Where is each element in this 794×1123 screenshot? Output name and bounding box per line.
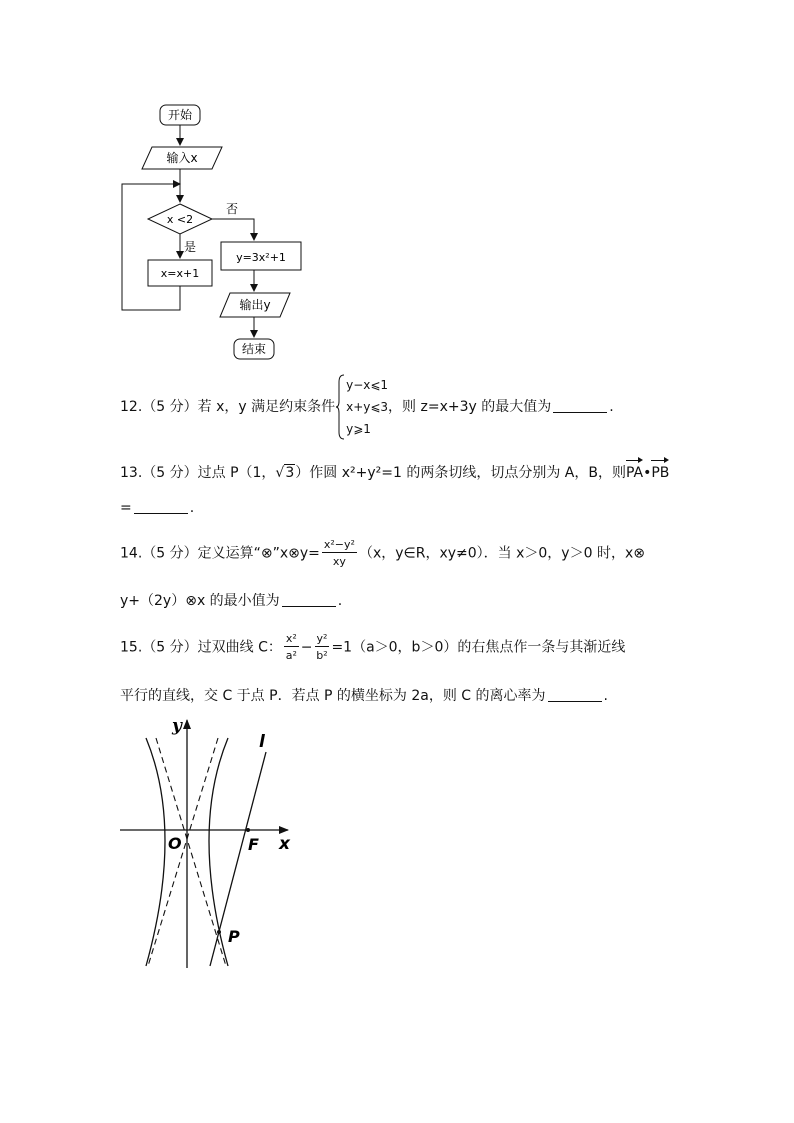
answer-blank-13[interactable]: [134, 499, 188, 514]
vector-pb: PB: [651, 465, 670, 481]
q14-prefix: 14.（5 分）定义运算“⊗”x⊗y=: [120, 545, 320, 562]
origin-label: O: [168, 834, 182, 853]
hyperbola-graph: [0, 715, 794, 975]
no-label: 否: [226, 202, 239, 216]
end-label: 结束: [241, 342, 267, 356]
question-13-line2: = .: [120, 500, 195, 516]
sqrt-three: 3: [285, 465, 295, 481]
q15-prefix: 15.（5 分）过双曲线 C：: [120, 639, 282, 656]
question-12: 12.（5 分）若 x，y 满足约束条件 y−x⩽1 x+y⩽3 y⩾1 ，则 z=x+3y 的最大值为 .: [120, 374, 614, 440]
fraction-y2-over-b2: $\frac{\text{y²}}{\text{b²}}$: [316, 632, 328, 662]
input-label: 输入x: [166, 151, 198, 165]
constraint-1: y−x⩽1: [346, 378, 389, 392]
point-p-label: P: [228, 927, 240, 946]
q14-suffix: （x，y∈R，xy≠0）．当 x＞0，y＞0 时，x⊗: [358, 545, 645, 562]
question-13: 13.（5 分）过点 P（1，√3）作圆 x²+y²=1 的两条切线，切点分别为 A，B，则PA•PB: [120, 465, 670, 481]
answer-blank-15[interactable]: [548, 687, 602, 702]
flowchart: [0, 0, 794, 380]
update-label: x=x+1: [160, 267, 200, 280]
answer-blank-12[interactable]: [553, 398, 607, 413]
constraint-3: y⩾1: [346, 422, 371, 436]
constraint-2: x+y⩽3: [346, 400, 389, 414]
y-axis-label: y: [172, 716, 182, 736]
x-axis-label: x: [279, 834, 290, 854]
vector-pa: PA: [625, 465, 644, 481]
asymptote-1: [156, 738, 226, 966]
constraint-system: [336, 374, 388, 440]
yes-label: 是: [184, 240, 197, 254]
question-14-line2: y+（2y）⊗x 的最小值为 .: [120, 593, 343, 609]
fraction-x2-y2-over-xy: $\frac{\text{x²−y²}}{xy}$: [323, 538, 355, 568]
point-p: [217, 930, 221, 934]
focus-label: F: [248, 835, 259, 854]
line-l-label: l: [259, 732, 265, 752]
q12-prefix: 12.（5 分）若 x，y 满足约束条件: [120, 399, 336, 415]
q15-suffix: =1（a＞0，b＞0）的右焦点作一条与其渐近线: [331, 639, 626, 656]
q13-prefix: 13.（5 分）过点 P（1，: [120, 465, 276, 481]
question-15-line2: 平行的直线，交 C 于点 P．若点 P 的横坐标为 2a，则 C 的离心率为 .: [120, 688, 608, 704]
focus-point: [246, 828, 250, 832]
answer-blank-14[interactable]: [282, 592, 336, 607]
condition-label: x <2: [166, 213, 194, 226]
left-brace: [336, 374, 345, 440]
assign-label: y=3x²+1: [236, 251, 286, 264]
hyperbola-left-branch: [146, 738, 165, 966]
question-14: [120, 538, 645, 569]
asymptote-2: [148, 738, 218, 966]
output-label: 输出y: [239, 298, 271, 312]
q13-mid: ）作圆 x²+y²=1 的两条切线，切点分别为 A，B，则: [295, 465, 626, 481]
q12-suffix: ，则 z=x+3y 的最大值为: [388, 399, 552, 415]
start-label: 开始: [167, 108, 193, 122]
fraction-x2-over-a2: $\frac{\text{x²}}{\text{a²}}$: [285, 632, 297, 662]
question-15: 15.（5 分）过双曲线 C： $\frac{\text{x²}}{\text{a²}}$ − $\frac{\text{y²}}{\text{b²}}$ =1（a＞0，b＞0）的右焦点作一条与其渐近线: [120, 632, 626, 662]
